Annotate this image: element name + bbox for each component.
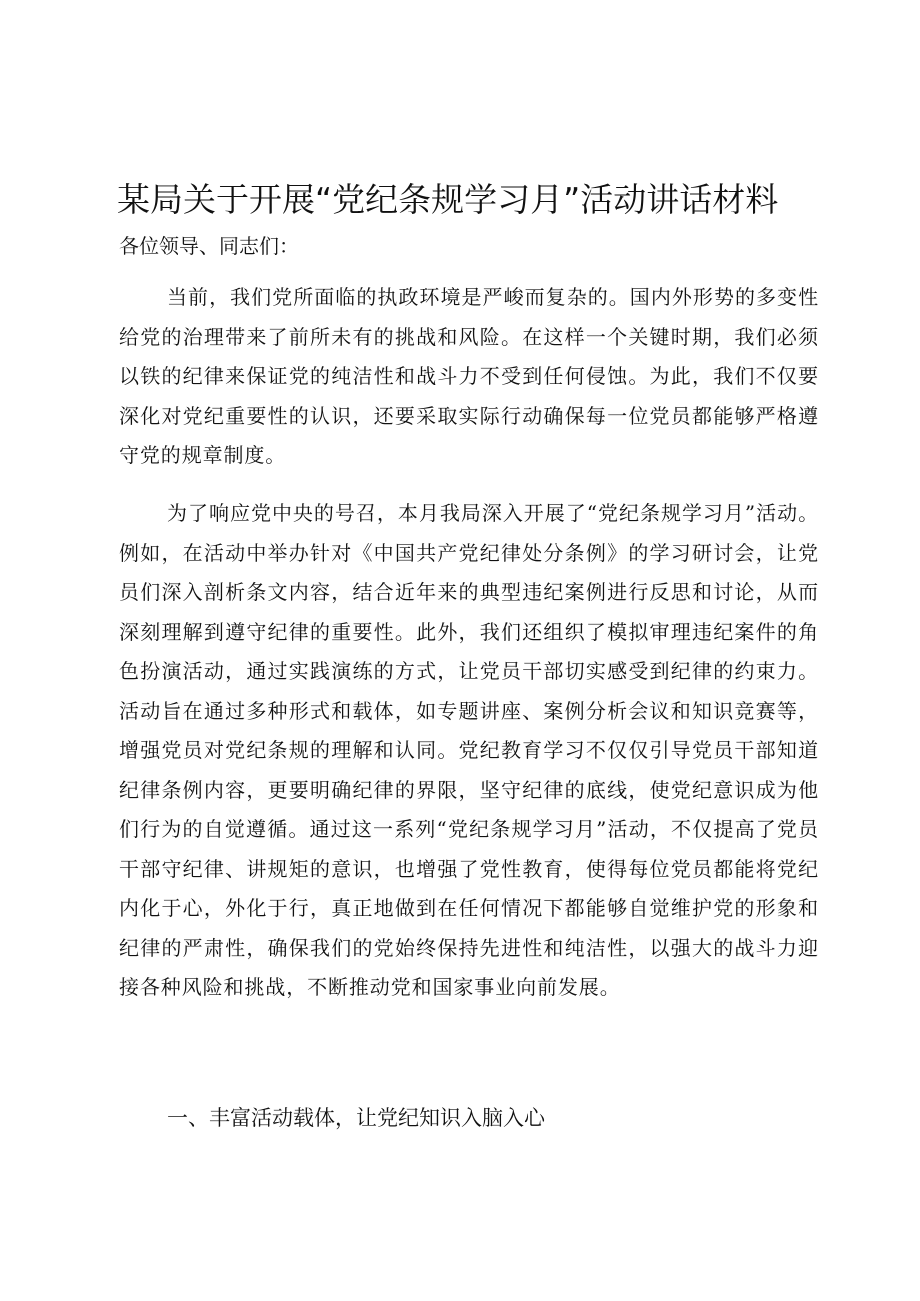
- document-title: 某局关于开展“党纪条规学习月”活动讲话材料: [117, 180, 779, 219]
- salutation: 各位领导、同志们：: [119, 234, 299, 258]
- paragraph-study-month-activities: 为了响应党中央的号召，本月我局深入开展了“党纪条规学习月”活动。例如，在活动中举办针对《中国共产党纪律处分条例》的学习研讨会，让党员们深入剖析条文内容，结合近年来的典型违纪案例进行反思和讨论，从而深刻理解到遵守纪律的重要性。此外，我们还组织了模拟审理违纪案件的角色扮演活动，通过实践演练的方式，让党员干部切实感受到纪律的约束力。活动旨在通过多种形式和载体，如专题讲座、案例分析会议和知识竞赛等，增强党员对党纪条规的理解和认同。党纪教育学习不仅仅引导党员干部知道纪律条例内容，更要明确纪律的界限，坚守纪律的底线，使党纪意识成为他们行为的自觉遵循。通过这一系列“党纪条规学习月”活动，不仅提高了党员干部守纪律、讲规矩的意识，也增强了党性教育，使得每位党员都能将党纪内化于心，外化于行，真正地做到在任何情况下都能够自觉维护党的形象和纪律的严肃性，确保我们的党始终保持先进性和纯洁性，以强大的战斗力迎接各种风险和挑战，不断推动党和国家事业向前发展。: [119, 501, 819, 999]
- section-heading: 一、丰富活动载体，让党纪知识入脑入心: [167, 1106, 545, 1130]
- paragraph-current-environment: 当前，我们党所面临的执政环境是严峻而复杂的。国内外形势的多变性给党的治理带来了前所未有的挑战和风险。在这样一个关键时期，我们必须以铁的纪律来保证党的纯洁性和战斗力不受到任何侵蚀。为此，我们不仅要深化对党纪重要性的认识，还要采取实际行动确保每一位党员都能够严格遵守党的规章制度。: [119, 285, 819, 467]
